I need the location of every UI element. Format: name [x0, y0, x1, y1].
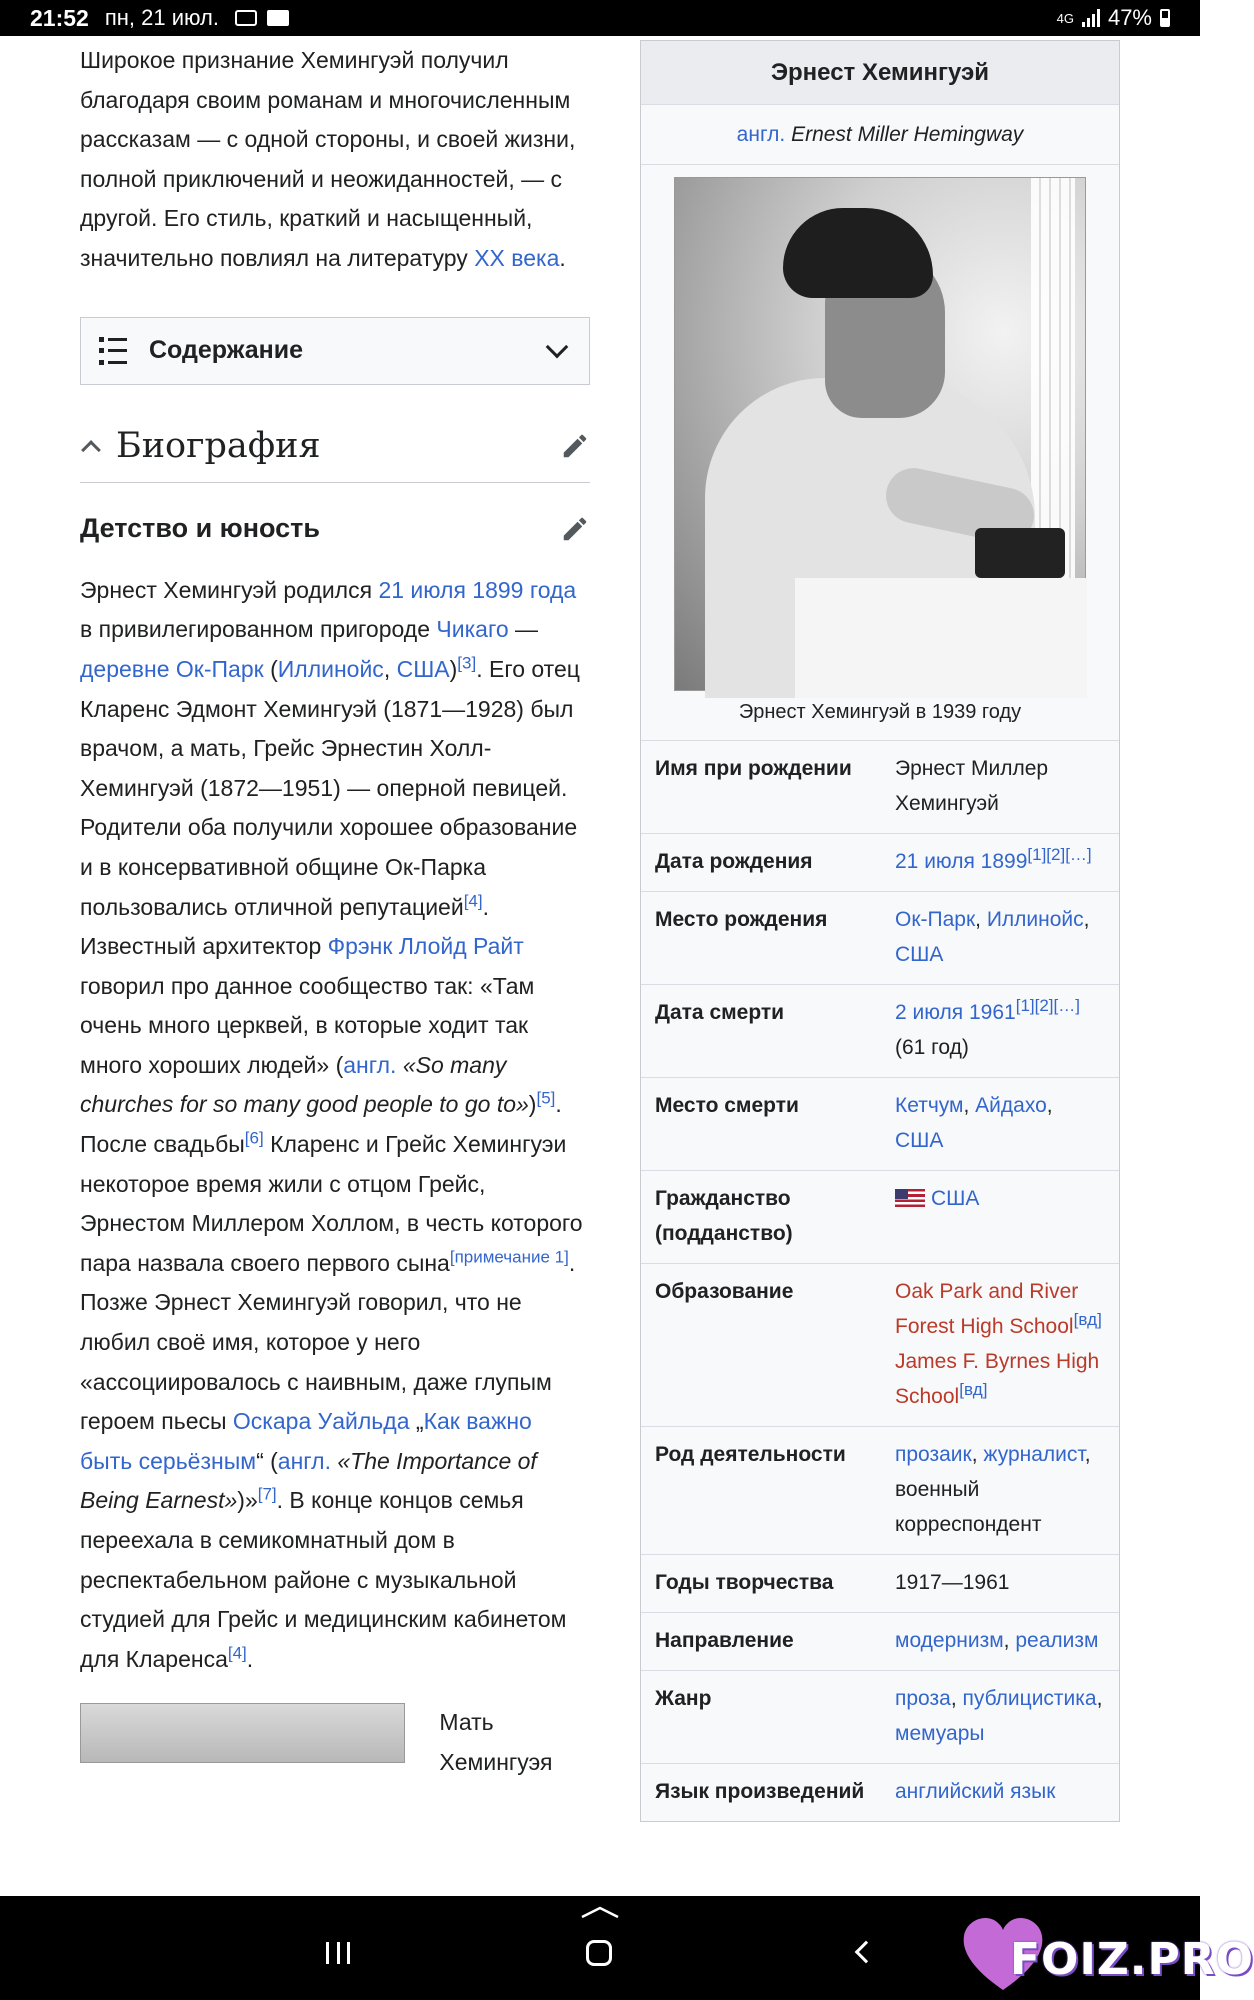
childhood-paragraph [80, 571, 590, 1680]
mother-photo[interactable] [80, 1703, 405, 1763]
hemingway-photo[interactable] [674, 177, 1086, 691]
text-run: . Его отец Кларенс Эдмонт Хемингуэй (1871—1928) был врачом, а мать, Грейс Эрнестин Холл-Хемингуэй (1872—1951) — оперной певицей. Родители оба получили хорошее образование и в консервативной общине Ок-Парка пользовались отличной репутацией [80, 655, 580, 920]
red-link[interactable]: Oak Park and River Forest High School [895, 1280, 1079, 1338]
inline-link[interactable]: Фрэнк Ллойд Райт [327, 933, 524, 960]
camera-icon [235, 10, 257, 26]
edit-pencil-icon[interactable] [560, 514, 590, 544]
infobox-value [895, 995, 1105, 1065]
infobox-value [895, 1181, 1105, 1251]
inline-link[interactable]: Оскара Уайльда [232, 1408, 410, 1435]
infobox-row [641, 1078, 1119, 1171]
reference-link[interactable]: [1][2][…] [1015, 996, 1080, 1015]
infobox-label: Образование [655, 1280, 794, 1303]
recent-apps-icon[interactable] [326, 1942, 350, 1964]
chevron-down-icon [546, 335, 569, 358]
inline-link[interactable]: Иллинойс [277, 655, 384, 682]
inline-link[interactable]: США [396, 655, 450, 682]
reference-link[interactable]: [вд] [1073, 1310, 1102, 1329]
infobox-value [895, 751, 1105, 821]
infobox [640, 40, 1120, 1822]
infobox-label: Дата смерти [655, 1001, 785, 1024]
status-date: пн, 21 июл. [104, 5, 219, 30]
infobox-row [641, 1613, 1119, 1671]
usa-flag-icon [895, 1189, 925, 1207]
inline-link[interactable]: мемуары [895, 1722, 985, 1745]
text-run: ( [263, 655, 278, 682]
inline-link[interactable]: США [931, 1187, 980, 1210]
infobox-title: Эрнест Хемингуэй [641, 41, 1119, 105]
infobox-label: Род деятельности [655, 1443, 846, 1466]
inline-link[interactable]: англ. [343, 1051, 397, 1078]
text-run: — [508, 616, 539, 643]
infobox-row [641, 1264, 1119, 1427]
infobox-rows [641, 741, 1119, 1821]
mother-figure [80, 1703, 590, 1782]
reference-link[interactable]: [5] [536, 1088, 556, 1108]
text-run: , [1083, 908, 1090, 931]
text-run: (61 год) [895, 1036, 969, 1059]
infobox-value [895, 1774, 1105, 1809]
infobox-value [895, 1088, 1105, 1158]
text-run: Эрнест Хемингуэй родился [80, 576, 379, 603]
inline-link[interactable]: деревне Ок-Парк [80, 655, 264, 682]
reference-link[interactable]: [3] [457, 653, 477, 673]
home-icon[interactable] [586, 1940, 612, 1966]
infobox-value [895, 1565, 1105, 1600]
infobox-row [641, 892, 1119, 985]
watermark-logo [960, 1914, 1254, 1994]
inline-link[interactable]: Ок-Парк [895, 908, 976, 931]
chevron-up-icon[interactable] [81, 440, 101, 460]
back-icon[interactable] [855, 1941, 878, 1964]
infobox-value [895, 1681, 1105, 1751]
inline-link[interactable]: публицистика [962, 1687, 1097, 1710]
inline-link[interactable]: Кетчум [895, 1094, 964, 1117]
infobox-label: Годы творчества [655, 1571, 834, 1594]
infobox-label: Место смерти [655, 1094, 799, 1117]
infobox-label: Язык произведений [655, 1780, 865, 1803]
inline-link[interactable]: 21 июля 1899 [895, 850, 1028, 873]
figure-caption: Мать Хемингуэя [439, 1709, 553, 1775]
inline-link[interactable]: США [895, 943, 944, 966]
inline-link[interactable]: США [895, 1129, 944, 1152]
text-run: , [975, 908, 987, 931]
chevron-up-icon[interactable] [580, 1906, 620, 1918]
inline-link[interactable]: XX века [474, 244, 560, 271]
text-run: . После свадьбы [80, 1091, 562, 1158]
edit-pencil-icon[interactable] [560, 431, 590, 461]
photo-caption: Эрнест Хемингуэй в 1939 году [738, 701, 1022, 723]
intro-paragraph [80, 41, 590, 279]
infobox-row [641, 1555, 1119, 1613]
original-name: Ernest Miller Hemingway [791, 123, 1024, 146]
text-run: Эрнест Миллер Хемингуэй [895, 757, 1049, 815]
text-run: „ [409, 1408, 424, 1435]
section-heading-biography[interactable] [80, 427, 590, 484]
reference-link[interactable]: [4] [463, 890, 483, 910]
reference-link[interactable]: [6] [244, 1128, 264, 1148]
text-run: . Известный архитектор [80, 893, 489, 960]
text-run: , [1096, 1687, 1103, 1710]
inline-link[interactable]: 2 июля 1961 [895, 1001, 1016, 1024]
infobox-label: Направление [655, 1629, 794, 1652]
inline-link[interactable]: журналист [983, 1443, 1085, 1466]
toc-title: Содержание [149, 335, 304, 364]
infobox-label: Дата рождения [655, 850, 813, 873]
folder-icon [267, 10, 289, 26]
infobox-row [641, 834, 1119, 892]
signal-icon [1082, 9, 1100, 27]
text-run: говорил про данное сообщество так: «Там очень много церквей, в которые ходит так много хороших людей» ( [80, 972, 535, 1078]
text-run: , [971, 1443, 984, 1466]
inline-link[interactable]: прозаик [895, 1443, 972, 1466]
text-run: ) [449, 655, 458, 682]
infobox-row [641, 741, 1119, 834]
infobox-original-name [641, 105, 1119, 165]
inline-link[interactable]: Айдахо [975, 1094, 1047, 1117]
reference-link[interactable]: [примечание 1] [449, 1247, 569, 1267]
inline-link[interactable]: Иллинойс [986, 908, 1084, 931]
infobox-label: Место рождения [655, 908, 828, 931]
infobox-photo-block [641, 165, 1119, 741]
inline-link[interactable]: реализм [1015, 1629, 1099, 1652]
infobox-row [641, 1427, 1119, 1555]
inline-link[interactable]: модернизм [895, 1629, 1004, 1652]
subsection-title: Детство и юность [80, 513, 321, 544]
reference-link[interactable]: [7] [257, 1484, 277, 1504]
infobox-value [895, 1274, 1105, 1414]
battery-icon [1160, 9, 1170, 27]
text-run: , [1003, 1629, 1016, 1652]
infobox-row [641, 1171, 1119, 1264]
red-link[interactable]: James F. Byrnes High School [895, 1350, 1100, 1408]
section-title: Биография [116, 425, 321, 466]
inline-link[interactable]: 21 июля 1899 года [378, 576, 577, 603]
reference-link[interactable]: [4] [227, 1643, 247, 1663]
text-run: Широкое признание Хемингуэй получил благодаря своим романам и многочисленным рассказам — с одной стороны, и своей жизни, полной приключений и неожиданностей, — с другой. Его стиль, краткий и насыщенный, значительно повлиял на литературу [80, 47, 576, 271]
inline-link[interactable]: англ. [277, 1447, 331, 1474]
infobox-value [895, 1437, 1105, 1542]
list-icon [99, 338, 127, 364]
reference-link[interactable]: [вд] [959, 1380, 988, 1399]
italic-text: «The Importance of Being Earnest» [80, 1447, 537, 1514]
infobox-row [641, 1671, 1119, 1764]
text-run: )» [237, 1487, 258, 1514]
text-run: . [559, 244, 566, 271]
infobox-row [641, 1764, 1119, 1821]
infobox-label: Гражданство (подданство) [655, 1187, 793, 1245]
text-run: , [950, 1687, 963, 1710]
text-run: Кларенс и Грейс Хемингуэи некоторое время жили с отцом Грейс, Эрнестом Миллером Холлом, в честь которого пара назвала своего первого сына [80, 1131, 583, 1276]
text-run: 1917—1961 [895, 1571, 1010, 1594]
text-run: . [246, 1645, 254, 1672]
watermark-text: FOIZ.PRO [1010, 1934, 1254, 1985]
network-type: 4G [1056, 10, 1074, 26]
inline-link[interactable]: Чикаго [436, 616, 509, 643]
inline-link[interactable]: проза [895, 1687, 951, 1710]
infobox-value [895, 844, 1105, 879]
status-time: 21:52 [30, 4, 89, 31]
battery-percent: 47% [1107, 5, 1152, 30]
text-run: в привилегированном пригороде [80, 616, 437, 643]
text-run: . Позже Эрнест Хемингуэй говорил, что не любил своё имя, которое у него «ассоциировалось с наивным, даже глупым героем пьесы [80, 1249, 576, 1435]
text-run: . В конце концов семья переехала в семикомнатный дом в респектабельном районе с музыкальной студией для Грейс и медицинским кабинетом для Кларенса [80, 1487, 567, 1672]
table-of-contents[interactable] [80, 317, 590, 385]
status-bar [0, 0, 1200, 36]
text-run: “ ( [256, 1447, 278, 1474]
infobox-value [895, 902, 1105, 972]
infobox-row [641, 985, 1119, 1078]
italic-text: «So many churches for so many good people to go to» [80, 1051, 529, 1118]
inline-link[interactable]: английский язык [895, 1780, 1056, 1803]
text-run: , военный корреспондент [895, 1443, 1091, 1536]
subsection-heading-childhood [80, 509, 590, 549]
text-run: ) [528, 1091, 537, 1118]
infobox-label: Жанр [655, 1687, 712, 1710]
reference-link[interactable]: [1][2][…] [1027, 845, 1092, 864]
text-run: , [1046, 1094, 1053, 1117]
text-run: , [383, 655, 397, 682]
text-run: , [963, 1094, 976, 1117]
article-body [80, 36, 590, 1783]
infobox-value [895, 1623, 1105, 1658]
infobox-label: Имя при рождении [655, 757, 852, 780]
inline-link[interactable]: Как важно быть серьёзным [80, 1408, 532, 1474]
lang-link[interactable]: англ. [736, 123, 786, 146]
